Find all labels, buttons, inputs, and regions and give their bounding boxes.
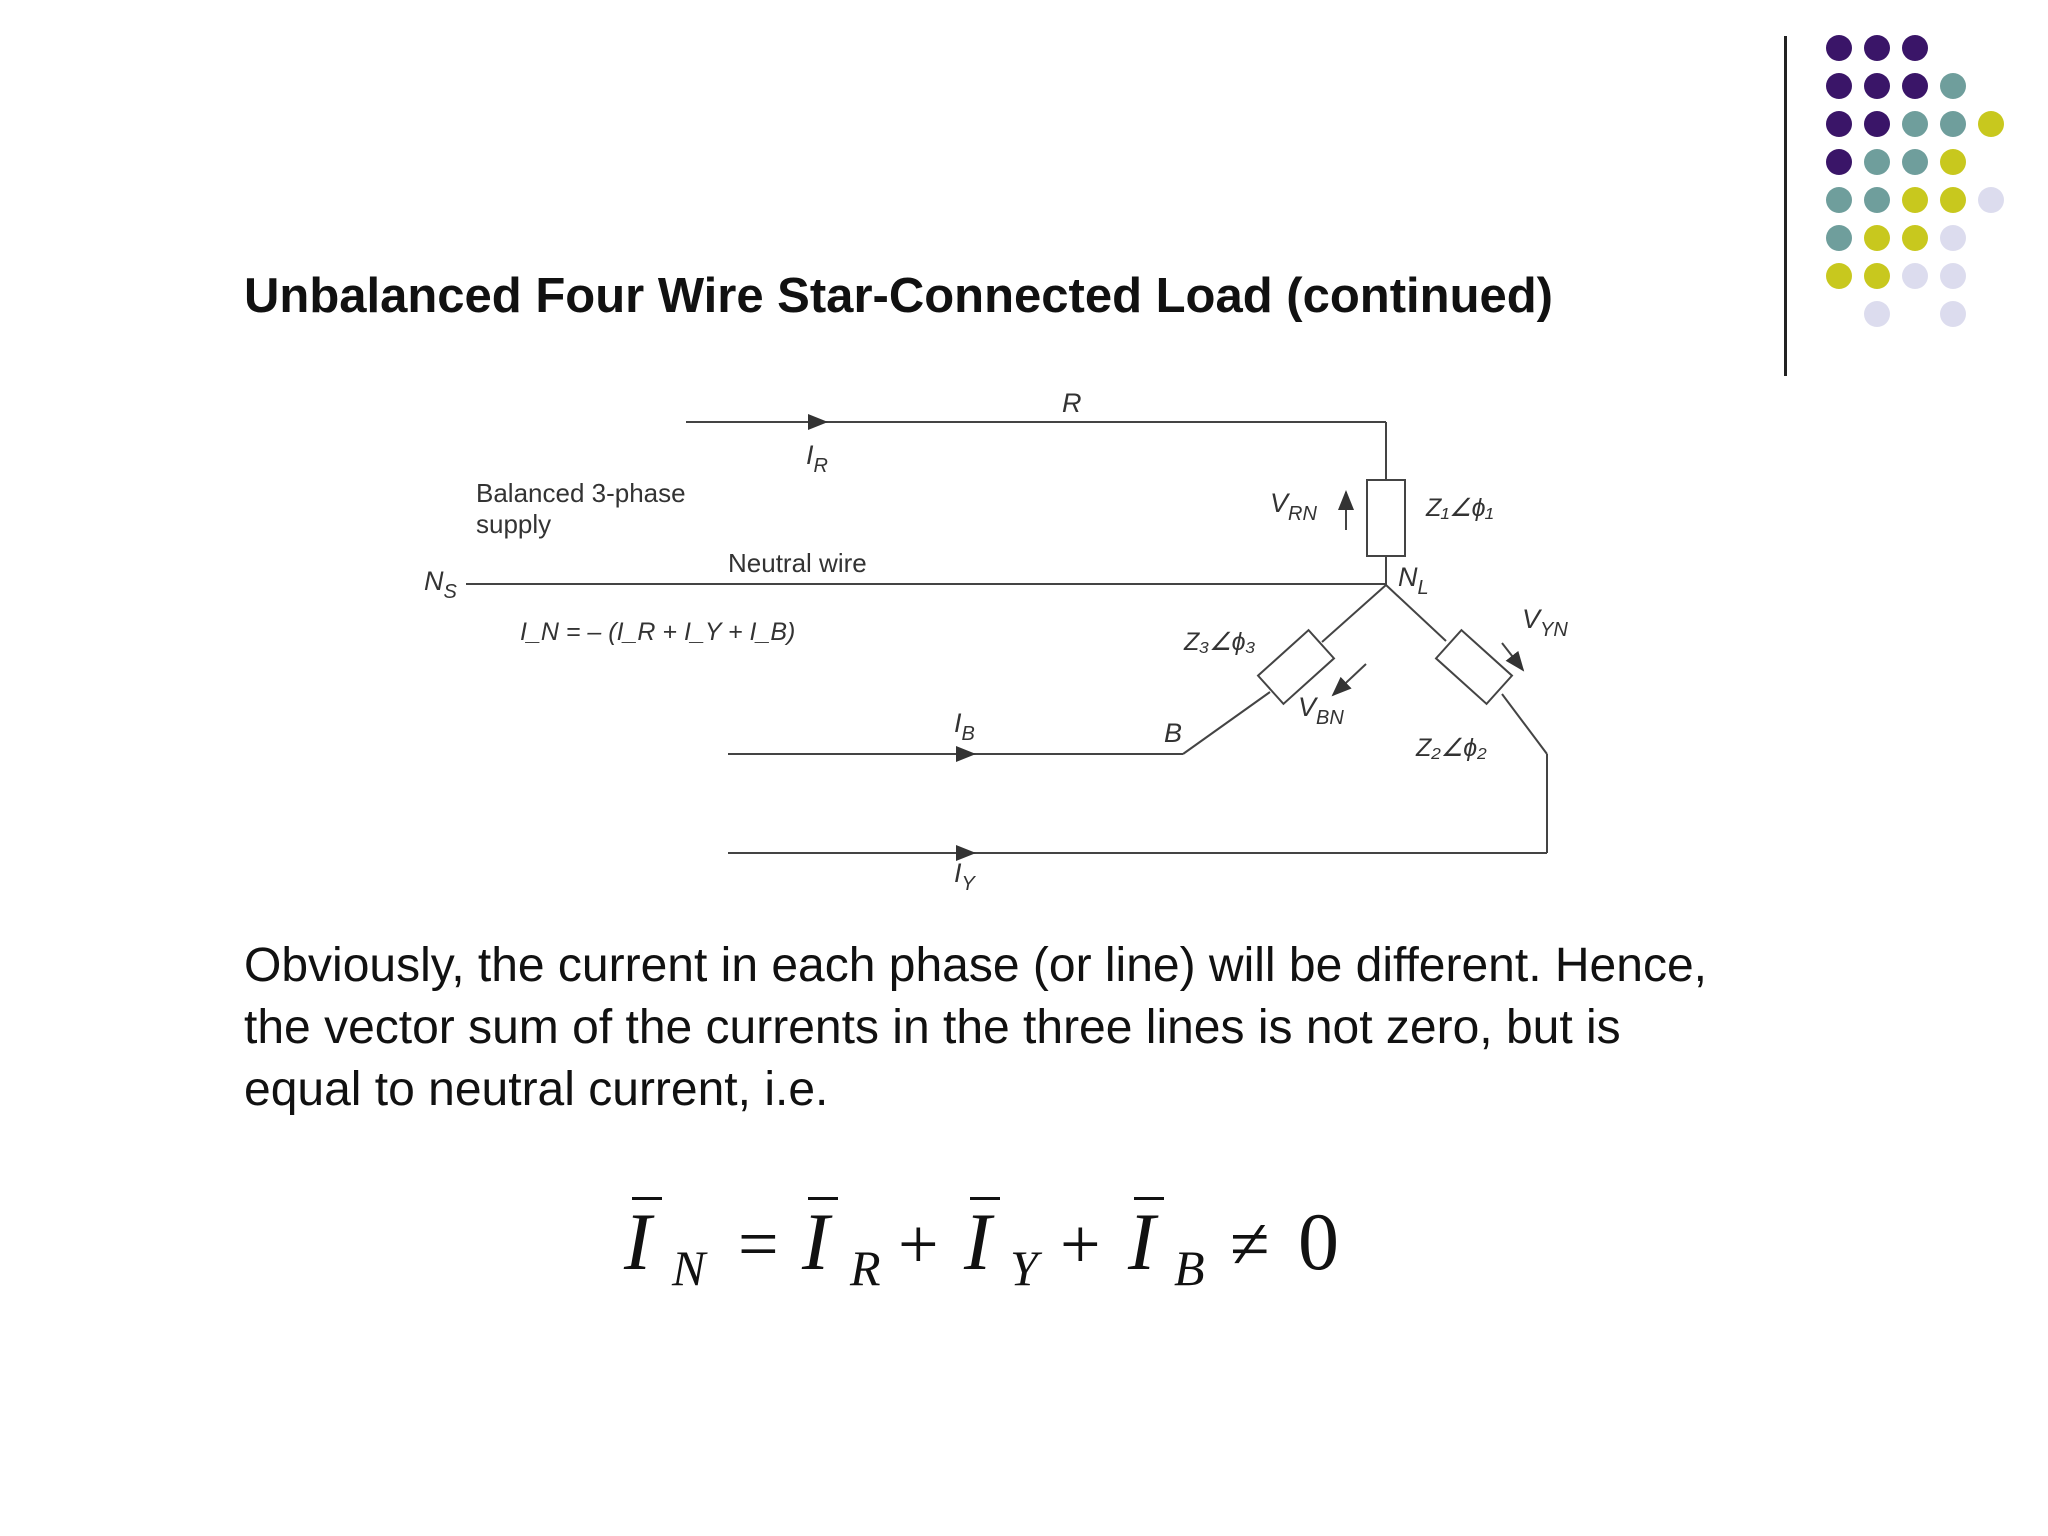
eq-symbol-i: I [1128,1196,1156,1287]
label-z3: Z₃∠ϕ₃ [1184,628,1256,656]
neutral-current-equation [620,1195,1380,1315]
label-z1: Z₁∠ϕ₁ [1426,494,1494,522]
arrow-vbn [1333,664,1366,695]
label-neutral-wire: Neutral wire [728,548,867,578]
label-iy: $I_Y$ [954,858,975,895]
eq-zero: 0 [1298,1196,1339,1287]
line-nl-to-z3 [1322,585,1386,642]
impedance-z1 [1367,480,1405,556]
body-line: the vector sum of the currents in the three lines is not zero, but is [244,1001,1621,1054]
eq-sub-n: N [672,1240,706,1296]
eq-symbol-i: I [624,1196,652,1287]
body-line: equal to neutral current, i.e. [244,1063,829,1116]
label-nl: $N_L$ [1398,562,1429,599]
eq-not-equal: ≠ [1230,1204,1270,1284]
eq-equals: = [738,1204,779,1284]
label-supply-line1: Balanced 3-phase [476,478,686,508]
label-b: B [1164,718,1183,748]
eq-plus: + [898,1204,939,1284]
impedance-z2 [1436,630,1512,704]
label-r: R [1062,388,1082,418]
label-ns: $N_S$ [424,566,457,603]
label-ir: $I_R$ [806,440,828,477]
eq-plus: + [1060,1204,1101,1284]
arrow-vyn [1502,643,1523,670]
label-vbn: $V_{BN}$ [1298,692,1344,729]
eq-sub-b: B [1174,1240,1205,1296]
slide-title: Unbalanced Four Wire Star-Connected Load (continued) [244,269,1554,323]
label-supply-line2: supply [476,509,552,539]
label-vyn: $V_{YN}$ [1522,604,1568,641]
line-z2-to-y [1502,694,1547,754]
label-vrn: $V_{RN}$ [1270,488,1317,525]
line-z3-to-b [1183,692,1270,754]
eq-sub-r: R [850,1240,881,1296]
line-nl-to-z2 [1386,585,1446,641]
eq-symbol-i: I [964,1196,992,1287]
body-line: Obviously, the current in each phase (or line) will be different. Hence, [244,939,1707,992]
body-text [244,935,1844,1121]
label-in-formula: I_N = – (I_R + I_Y + I_B) [520,618,796,646]
eq-symbol-i: I [802,1196,830,1287]
label-z2: Z₂∠ϕ₂ [1416,734,1487,762]
label-ib: $I_B$ [954,708,975,745]
eq-sub-y: Y [1010,1240,1038,1296]
